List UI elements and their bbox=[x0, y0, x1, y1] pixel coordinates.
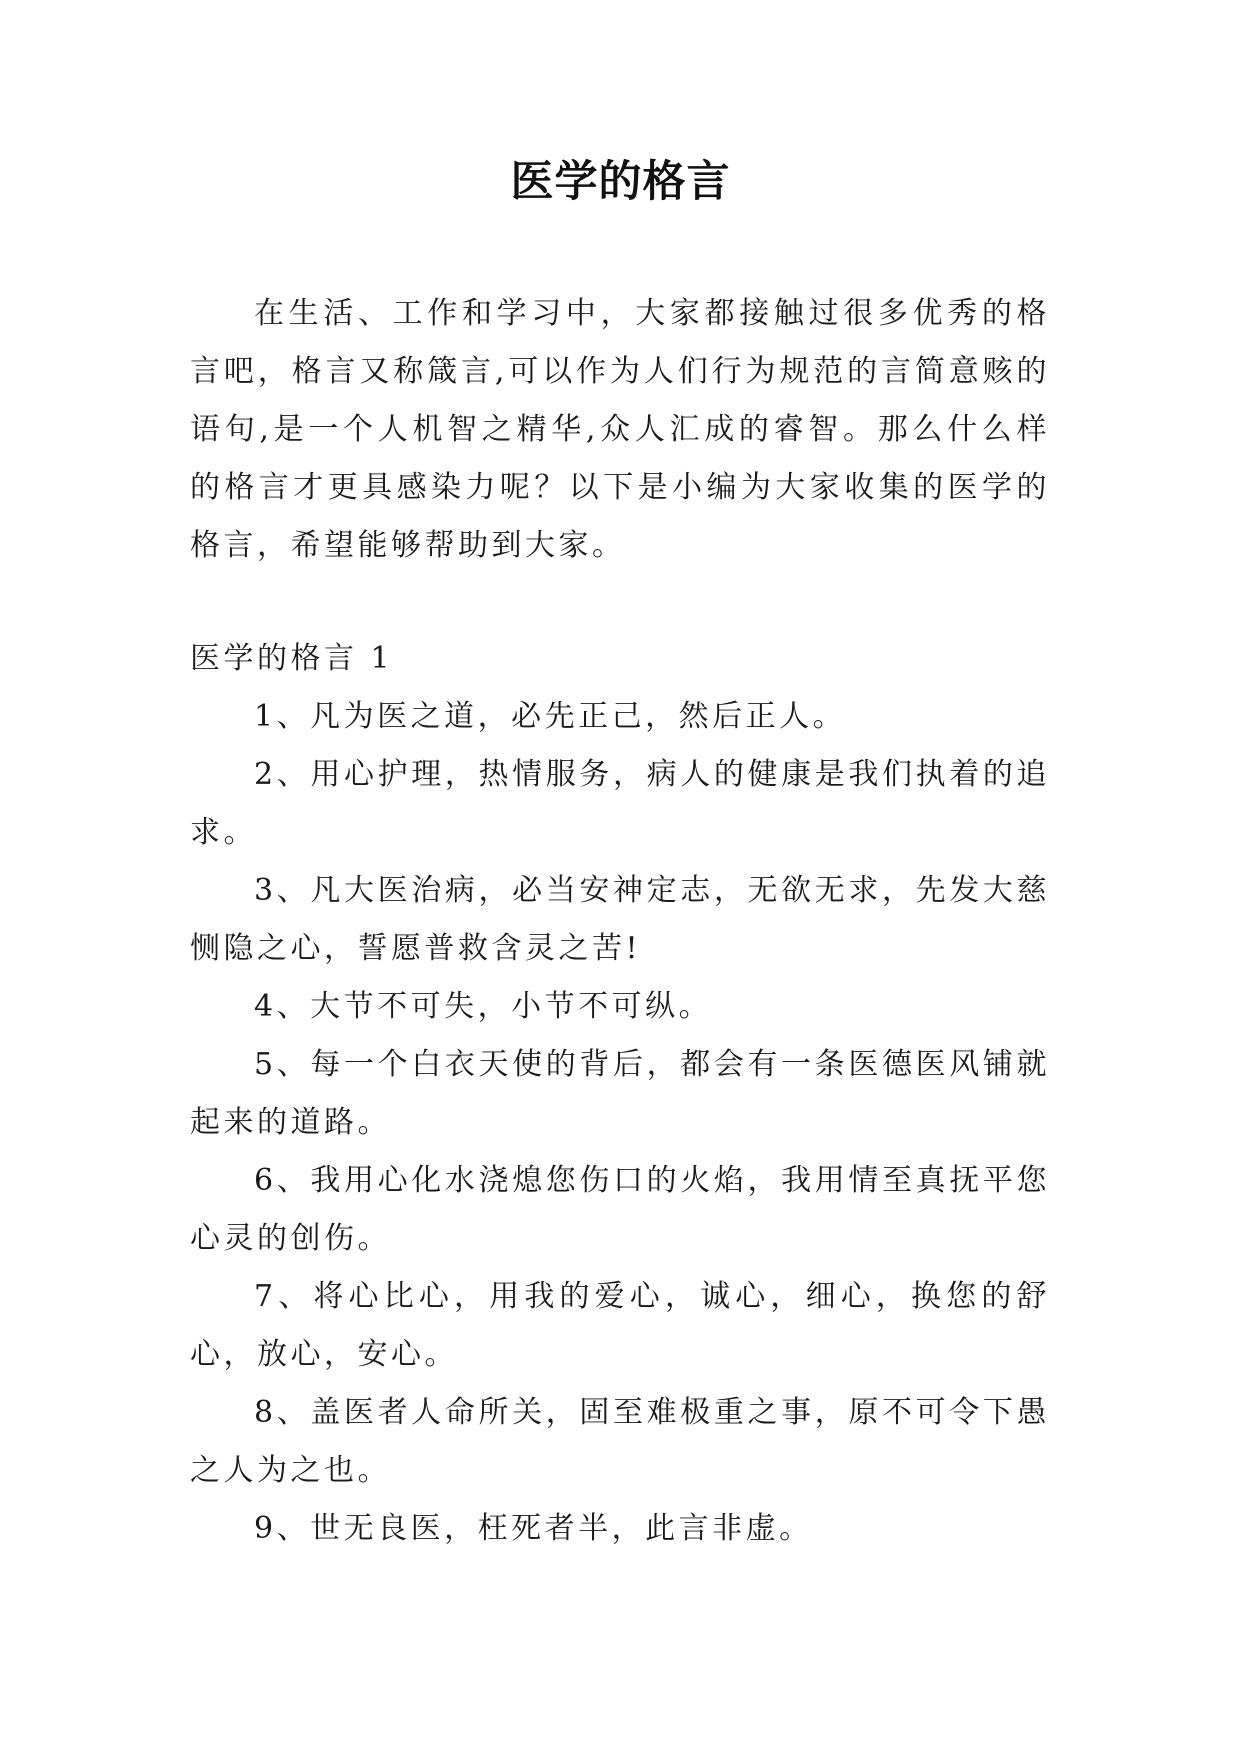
section-spacer bbox=[190, 575, 1050, 630]
quote-item-3: 3、凡大医治病，必当安神定志，无欲无求，先发大慈恻隐之心，誓愿普救含灵之苦! bbox=[190, 873, 1050, 966]
quote-item-6: 6、我用心化水浇熄您伤口的火焰，我用情至真抚平您心灵的创伤。 bbox=[190, 1163, 1050, 1256]
quote-item-2: 2、用心护理，热情服务，病人的健康是我们执着的追求。 bbox=[190, 757, 1050, 850]
quote-item-7: 7、将心比心，用我的爱心，诚心，细心，换您的舒心，放心，安心。 bbox=[190, 1279, 1050, 1372]
quote-item-8: 8、盖医者人命所关，固至难极重之事，原不可令下愚之人为之也。 bbox=[190, 1395, 1050, 1488]
quote-item-9: 9、世无良医，枉死者半，此言非虚。 bbox=[254, 1511, 813, 1546]
intro-paragraph: 在生活、工作和学习中，大家都接触过很多优秀的格言吧，格言又称箴言,可以作为人们行为规范的言简意赅的语句,是一个人机智之精华,众人汇成的睿智。那么什么样的格言才更具感染力呢？以下是小编为大家收集的医学的格言，希望能够帮助到大家。 bbox=[190, 296, 1050, 563]
document-body bbox=[190, 285, 1050, 1558]
quote-item-5: 5、每一个白衣天使的背后，都会有一条医德医风铺就起来的道路。 bbox=[190, 1047, 1050, 1140]
document-title: 医学的格言 bbox=[510, 157, 731, 207]
section-heading: 医学的格言 1 bbox=[190, 641, 394, 676]
quote-item-4: 4、大节不可失，小节不可纵。 bbox=[254, 989, 713, 1024]
quote-item-1: 1、凡为医之道，必先正己，然后正人。 bbox=[254, 699, 847, 734]
